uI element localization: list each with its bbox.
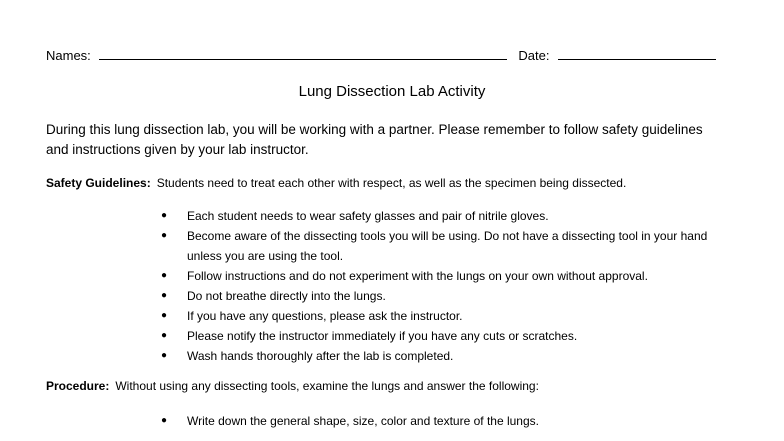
bullet-icon: ● — [161, 350, 168, 361]
procedure-label: Procedure: — [46, 379, 110, 393]
list-item: ● Become aware of the dissecting tools you will be using. Do not have a dissecting tool in your hand unless you are using the tool. — [160, 226, 730, 266]
list-item: ● Do not breathe directly into the lungs. — [160, 286, 730, 306]
document-title: Lung Dissection Lab Activity — [298, 83, 486, 100]
bullet-icon: ● — [161, 290, 168, 301]
list-item: ● If you have any questions, please ask the instructor. — [160, 306, 730, 326]
procedure-text: Without using any dissecting tools, examine the lungs and answer the following: — [115, 379, 539, 393]
bullet-icon: ● — [161, 270, 168, 281]
list-item: ● Each student needs to wear safety glasses and pair of nitrile gloves. — [160, 206, 730, 226]
list-item: ● Write down the general shape, size, color and texture of the lungs. — [160, 411, 730, 431]
names-label: Names: — [46, 48, 91, 63]
procedure-list — [160, 411, 730, 431]
bullet-icon: ● — [161, 230, 168, 241]
list-item: ● Wash hands thoroughly after the lab is completed. — [160, 346, 730, 366]
bullet-icon: ● — [161, 310, 168, 321]
list-item: ● Follow instructions and do not experiment with the lungs on your own without approval. — [160, 266, 730, 286]
bullet-icon: ● — [161, 330, 168, 341]
intro-paragraph: During this lung dissection lab, you will be working with a partner. Please remember to follow safety guidelines and instructions given by your lab instructor. — [46, 122, 703, 157]
safety-guidelines-heading — [46, 176, 626, 190]
safety-list — [160, 206, 730, 366]
list-item: ● Please notify the instructor immediately if you have any cuts or scratches. — [160, 326, 730, 346]
date-label: Date: — [518, 48, 550, 63]
procedure-heading — [46, 379, 539, 393]
safety-label: Safety Guidelines: — [46, 176, 151, 190]
names-date-line — [46, 47, 716, 63]
safety-text: Students need to treat each other with respect, as well as the specimen being dissected. — [156, 176, 627, 190]
bullet-icon: ● — [161, 415, 168, 426]
bullet-icon: ● — [161, 210, 168, 221]
names-blank[interactable] — [99, 47, 507, 60]
date-blank[interactable] — [558, 47, 716, 60]
